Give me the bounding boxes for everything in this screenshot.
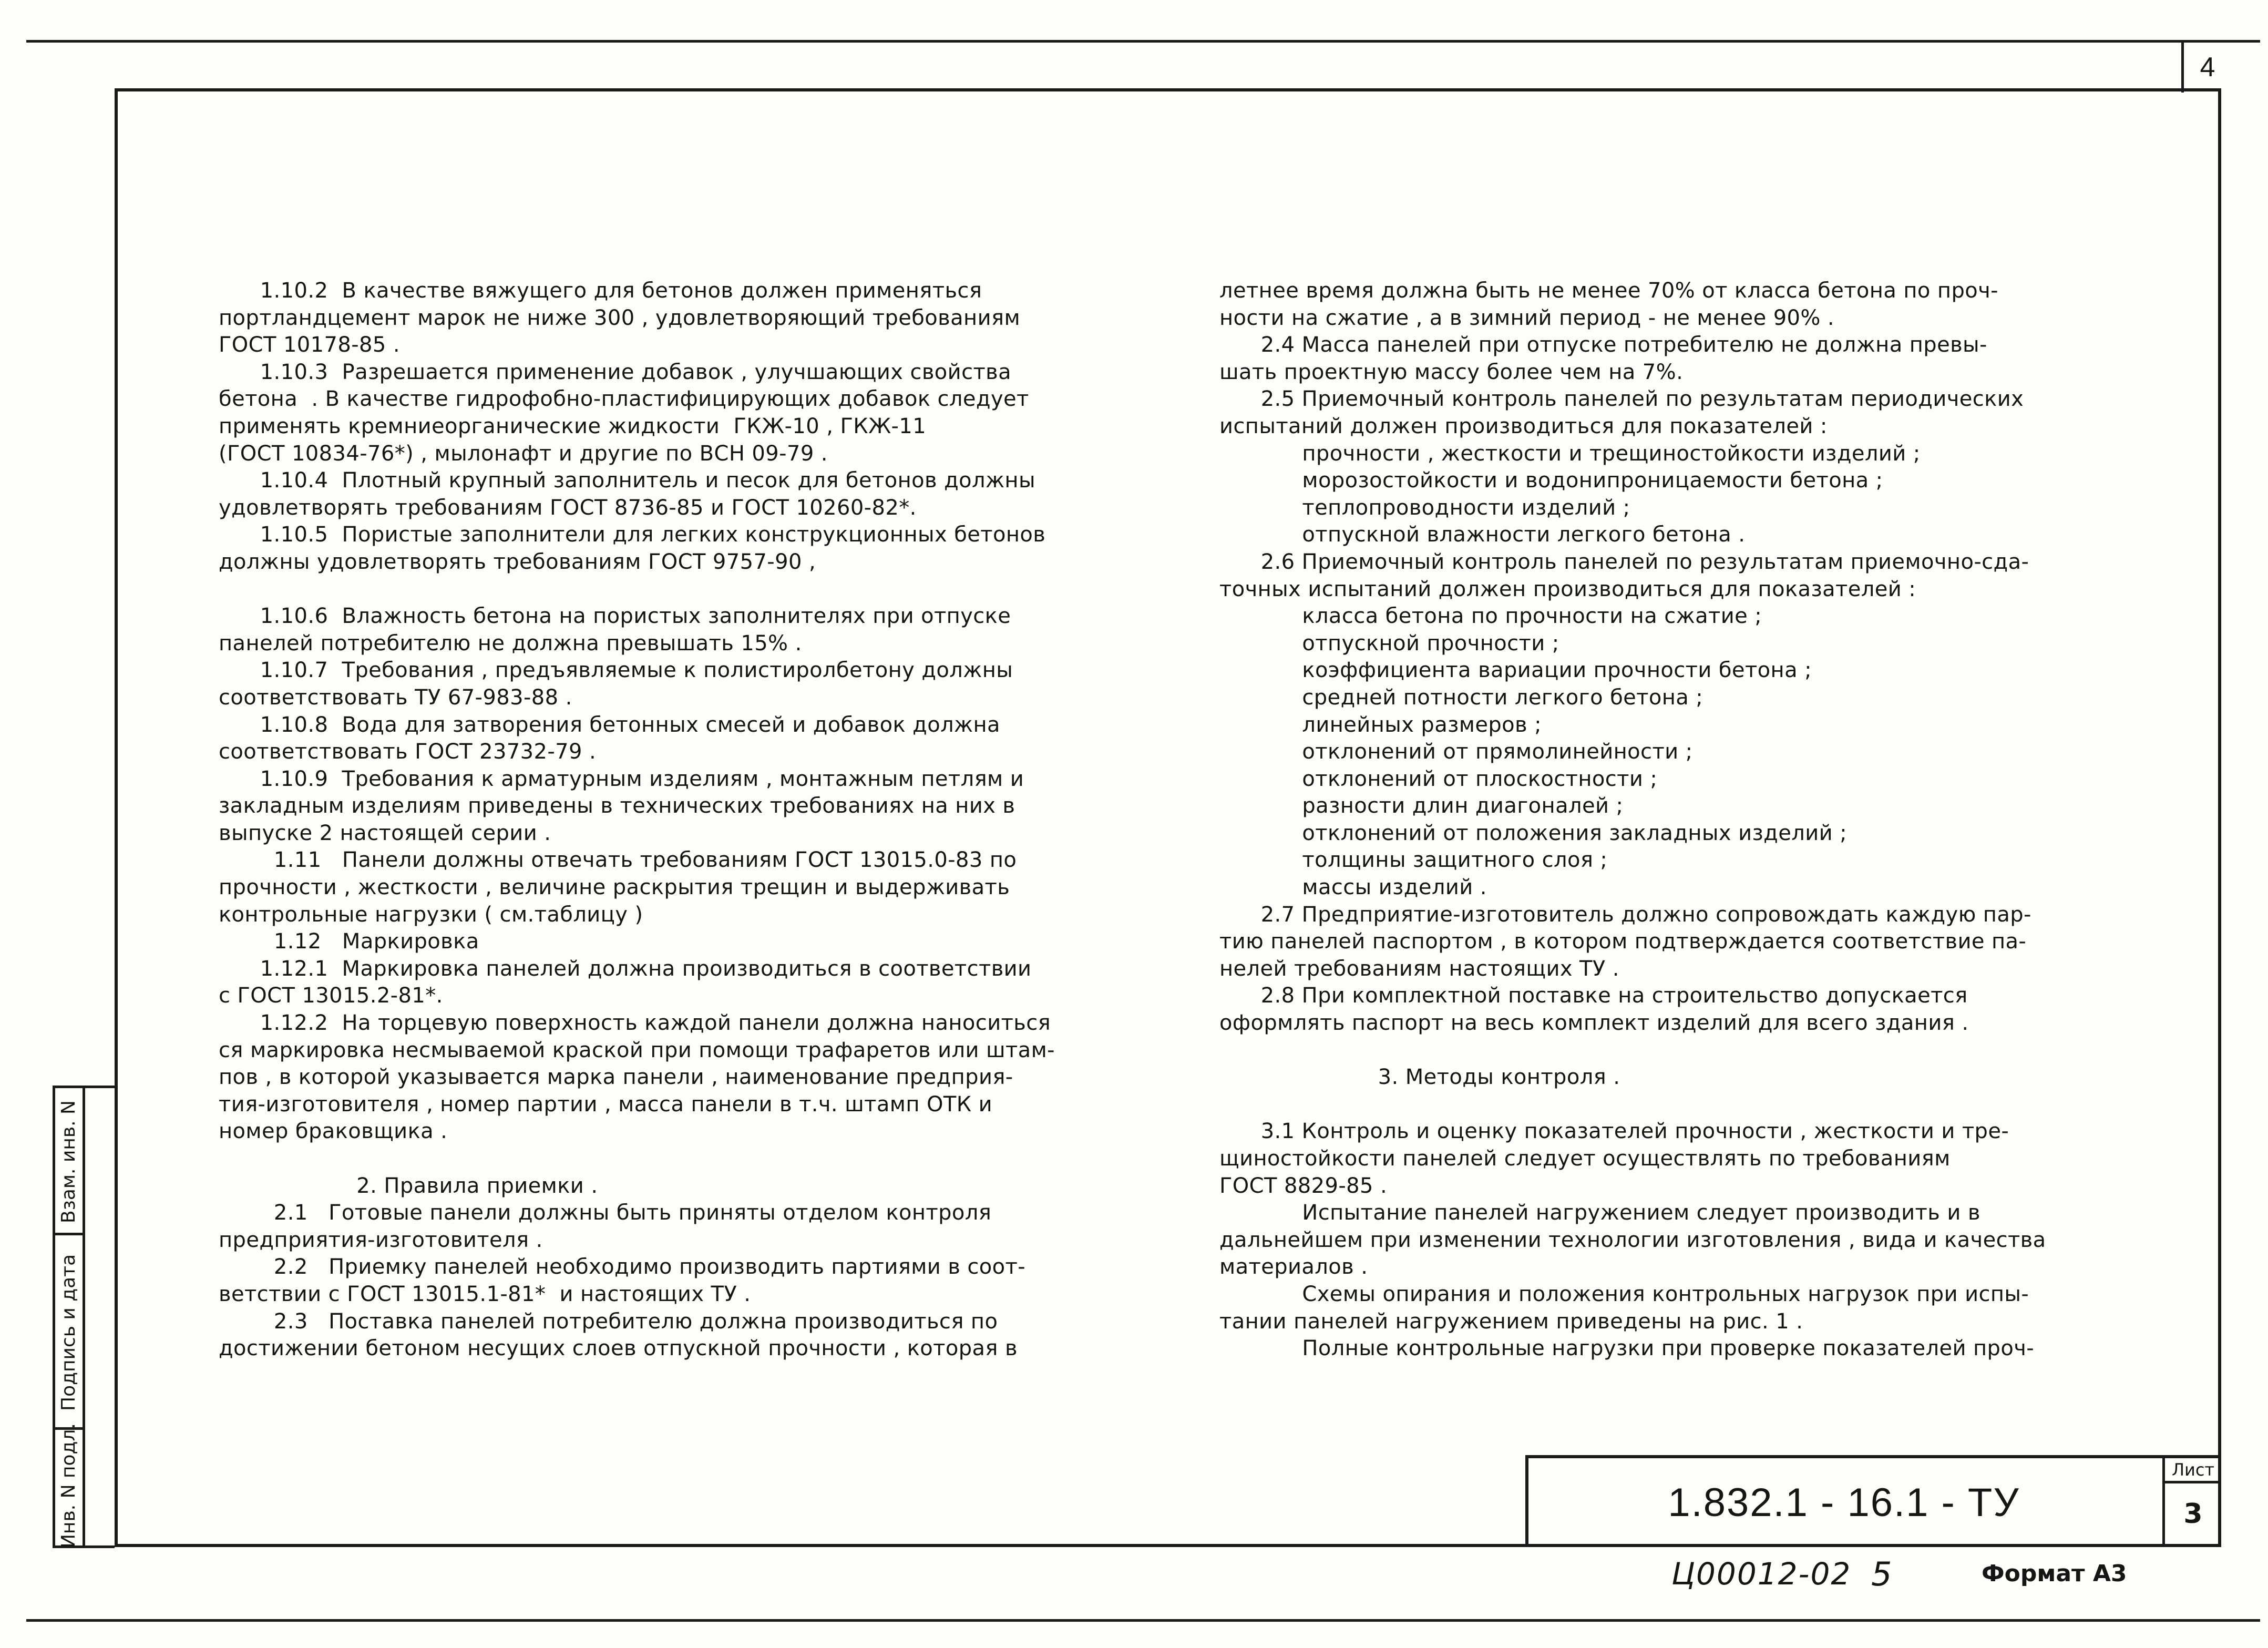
text-line: летнее время должна быть не менее 70% от класса бетона по проч- xyxy=(1219,279,1998,303)
text-line: оформлять паспорт на весь комплект изделий для всего здания . xyxy=(1219,1011,1969,1036)
text-line: толщины защитного слоя ; xyxy=(1219,848,1608,873)
text-line: 1.10.9 Требования к арматурным изделиям , монтажным петлям и xyxy=(219,766,1024,791)
text-line: 2.2 Приемку панелей необходимо производить партиями в соот- xyxy=(219,1255,1026,1279)
side-stamp xyxy=(53,1086,115,1548)
text-line: тия-изготовителя , номер партии , масса панели в т.ч. штамп ОТК и xyxy=(219,1092,993,1117)
bottom-rule xyxy=(26,1619,2260,1622)
text-line: морозостойкости и водонипроницаемости бетона ; xyxy=(1219,468,1883,493)
text-line: панелей потребителю не должна превышать 15% . xyxy=(219,631,802,656)
text-line: пов , в которой указывается марка панели , наименование предприя- xyxy=(219,1065,1013,1090)
sheet-number: 3 xyxy=(2183,1498,2203,1530)
text-line: ГОСТ 10178-85 . xyxy=(219,333,400,357)
footer-number: 5 xyxy=(1871,1555,1892,1593)
sheet-label: Лист xyxy=(2165,1458,2221,1483)
text-line: коэффициента вариации прочности бетона ; xyxy=(1219,658,1812,683)
text-line: Полные контрольные нагрузки при проверке показателей проч- xyxy=(1219,1336,2035,1361)
text-line: должны удовлетворять требованиям ГОСТ 9757-90 , xyxy=(219,549,816,574)
text-line: 1.10.4 Плотный крупный заполнитель и песок для бетонов должны xyxy=(219,468,1035,493)
side-stamp-inv-podl-label: Инв. N подл. xyxy=(58,1423,79,1548)
text-line: 2. Правила приемки . xyxy=(219,1173,598,1198)
top-rule xyxy=(26,40,2260,43)
text-line: Испытание панелей нагружением следует производить и в xyxy=(1219,1201,1980,1225)
text-line: испытаний должен производиться для показателей : xyxy=(1219,414,1828,438)
text-line: 1.10.7 Требования , предъявляемые к полистиролбетону должны xyxy=(219,658,1013,683)
text-line: достижении бетоном несущих слоев отпускной прочности , которая в xyxy=(219,1336,1018,1361)
text-line: отклонений от положения закладных изделий ; xyxy=(1219,821,1847,845)
text-line xyxy=(1219,1091,2134,1119)
text-line: выпуске 2 настоящей серии . xyxy=(219,821,551,845)
text-line: бетона . В качестве гидрофобно-пластифицирующих добавок следует xyxy=(219,387,1029,412)
side-stamp-signature-label: Подпись и дата xyxy=(58,1254,79,1411)
text-line: с ГОСТ 13015.2-81*. xyxy=(219,984,443,1008)
left-text-column xyxy=(219,278,1133,1363)
text-line: прочности , жесткости , величине раскрытия трещин и выдерживать xyxy=(219,875,1010,900)
text-line: разности длин диагоналей ; xyxy=(1219,794,1624,818)
text-line: закладным изделиям приведены в технических требованиях на них в xyxy=(219,794,1015,818)
text-line: предприятия-изготовителя . xyxy=(219,1227,543,1252)
text-line: 1.10.5 Пористые заполнители для легких конструкционных бетонов xyxy=(219,523,1046,547)
text-line: точных испытаний должен производиться для показателей : xyxy=(1219,577,1916,601)
paper-format: Формат А3 xyxy=(1982,1560,2127,1587)
text-line: нелей требованиям настоящих ТУ . xyxy=(1219,956,1619,981)
text-line: номер браковщика . xyxy=(219,1119,448,1144)
text-line xyxy=(1219,1037,2134,1064)
page-number: 4 xyxy=(2181,42,2231,93)
text-line: 3.1 Контроль и оценку показателей прочности , жесткости и тре- xyxy=(1219,1119,2009,1144)
text-line: материалов . xyxy=(1219,1255,1368,1279)
text-line: отклонений от прямолинейности ; xyxy=(1219,740,1693,764)
text-line: отклонений от плоскостности ; xyxy=(1219,766,1658,791)
text-line xyxy=(219,576,1133,603)
text-line: 2.5 Приемочный контроль панелей по результатам периодических xyxy=(1219,387,2024,412)
text-line: 1.10.2 В качестве вяжущего для бетонов должен применяться xyxy=(219,279,982,303)
text-line: щиностойкости панелей следует осуществлять по требованиям xyxy=(1219,1147,1951,1171)
archive-code: Ц00012-02 xyxy=(1671,1556,1852,1592)
sheet-box xyxy=(2162,1458,2221,1547)
side-stamp-divider xyxy=(83,1088,85,1545)
text-line: 2.3 Поставка панелей потребителю должна производиться по xyxy=(219,1309,998,1334)
text-line xyxy=(219,1145,1133,1173)
text-line: средней потности легкого бетона ; xyxy=(1219,685,1703,710)
text-line: соответствовать ТУ 67-983-88 . xyxy=(219,685,572,710)
text-line: 2.7 Предприятие-изготовитель должно сопровождать каждую пар- xyxy=(1219,902,2031,927)
document-code: 1.832.1 - 16.1 - ТУ xyxy=(1668,1480,2020,1525)
text-line: (ГОСТ 10834-76*) , мылонафт и другие по ВСН 09-79 . xyxy=(219,441,828,466)
text-line: 1.12.1 Маркировка панелей должна производиться в соответствии xyxy=(219,956,1032,981)
text-line: 1.12.2 На торцевую поверхность каждой панели должна наноситься xyxy=(219,1011,1051,1036)
text-line: удовлетворять требованиям ГОСТ 8736-85 и ГОСТ 10260-82*. xyxy=(219,495,917,520)
right-text-column xyxy=(1219,278,2134,1363)
text-line: отпускной прочности ; xyxy=(1219,631,1559,656)
text-line: 2.4 Масса панелей при отпуске потребителю не должна превы- xyxy=(1219,333,1987,357)
text-line: отпускной влажности легкого бетона . xyxy=(1219,523,1746,547)
text-line: 2.1 Готовые панели должны быть приняты отделом контроля xyxy=(219,1201,992,1225)
text-line: 1.10.6 Влажность бетона на пористых заполнителях при отпуске xyxy=(219,604,1011,629)
text-line: 1.11 Панели должны отвечать требованиям ГОСТ 13015.0-83 по xyxy=(219,848,1017,873)
side-stamp-inv-zam-label: Взам. инв. N xyxy=(58,1100,79,1223)
text-line: ГОСТ 8829-85 . xyxy=(1219,1173,1388,1198)
text-line: линейных размеров ; xyxy=(1219,712,1542,737)
text-line: ся маркировка несмываемой краской при помощи трафаретов или штам- xyxy=(219,1038,1055,1062)
title-block xyxy=(1525,1455,2221,1547)
text-line: массы изделий . xyxy=(1219,875,1487,900)
text-line: портландцемент марок не ниже 300 , удовлетворяющий требованиям xyxy=(219,305,1021,330)
text-line: прочности , жесткости и трещиностойкости изделий ; xyxy=(1219,441,1921,466)
text-line: 1.12 Маркировка xyxy=(219,929,479,954)
text-line: Схемы опирания и положения контрольных нагрузок при испы- xyxy=(1219,1282,2029,1306)
text-line: 2.8 При комплектной поставке на строительство допускается xyxy=(1219,984,1968,1008)
text-line: ветствии с ГОСТ 13015.1-81* и настоящих ТУ . xyxy=(219,1282,751,1306)
text-line: 2.6 Приемочный контроль панелей по результатам приемочно-сда- xyxy=(1219,549,2029,574)
text-line: теплопроводности изделий ; xyxy=(1219,495,1630,520)
text-line: 1.10.8 Вода для затворения бетонных смесей и добавок должна xyxy=(219,712,1000,737)
text-line: контрольные нагрузки ( см.таблицу ) xyxy=(219,902,643,927)
text-line: класса бетона по прочности на сжатие ; xyxy=(1219,604,1762,629)
text-line: соответствовать ГОСТ 23732-79 . xyxy=(219,740,597,764)
text-line: тию панелей паспортом , в котором подтверждается соответствие па- xyxy=(1219,929,2027,954)
text-line: 1.10.3 Разрешается применение добавок , улучшающих свойства xyxy=(219,360,1012,384)
text-line: ности на сжатие , а в зимний период - не менее 90% . xyxy=(1219,305,1835,330)
text-line: шать проектную массу более чем на 7%. xyxy=(1219,360,1684,384)
text-line: применять кремниеорганические жидкости ГКЖ-10 , ГКЖ-11 xyxy=(219,414,927,438)
text-line: 3. Методы контроля . xyxy=(1219,1065,1620,1090)
text-line: дальнейшем при изменении технологии изготовления , вида и качества xyxy=(1219,1227,2046,1252)
text-line: тании панелей нагружением приведены на рис. 1 . xyxy=(1219,1309,1803,1334)
